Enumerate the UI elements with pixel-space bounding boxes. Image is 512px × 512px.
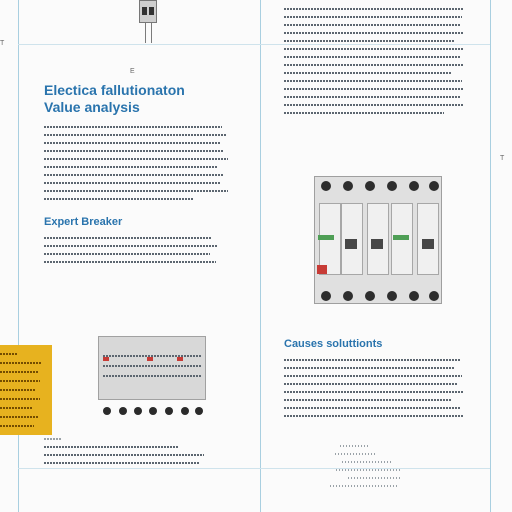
- text-line: [44, 462, 200, 464]
- small-breaker-image: [98, 336, 206, 400]
- top-left-mark: E: [130, 68, 135, 75]
- breaker-label-band: [103, 365, 201, 367]
- text-line: [284, 32, 464, 34]
- right-guide-line: [490, 0, 491, 512]
- diagram-line: [340, 445, 368, 447]
- text-line: [284, 112, 444, 114]
- breaker-label-band: [103, 375, 201, 377]
- side-right-mark: T: [500, 155, 505, 162]
- bottom-right-diagram: [330, 445, 405, 507]
- text-line: [284, 8, 464, 10]
- lower-left-text: [44, 438, 234, 464]
- text-line: [284, 40, 454, 42]
- text-line: [44, 446, 179, 448]
- text-line: [284, 359, 460, 361]
- text-line: [44, 166, 218, 168]
- text-line: [0, 425, 34, 427]
- causes-solutions-text: [284, 359, 474, 417]
- terminal-bottom: [343, 291, 353, 301]
- green-label: [318, 235, 334, 240]
- text-line: [284, 56, 460, 58]
- red-label: [177, 357, 183, 361]
- text-line: [284, 48, 464, 50]
- small-terminal: [181, 407, 189, 415]
- text-line: [284, 407, 460, 409]
- terminal-bottom: [365, 291, 375, 301]
- text-line: [44, 158, 228, 160]
- text-line: [0, 380, 40, 382]
- text-line: [44, 182, 220, 184]
- main-heading-line-2: Value analysis: [44, 99, 140, 115]
- small-terminal: [149, 407, 157, 415]
- terminal-bottom: [387, 291, 397, 301]
- text-line: [284, 383, 458, 385]
- text-line: [44, 261, 216, 263]
- small-terminal: [103, 407, 111, 415]
- text-line: [284, 64, 464, 66]
- large-breaker-image: [314, 176, 442, 304]
- left-column: [44, 0, 234, 512]
- terminal-top: [429, 181, 439, 191]
- text-line: [44, 150, 224, 152]
- terminal-top: [365, 181, 375, 191]
- diagram-line: [336, 469, 400, 471]
- text-line: [284, 399, 452, 401]
- text-line: [284, 16, 462, 18]
- text-line: [44, 253, 210, 255]
- expert-breaker-text: [44, 237, 234, 263]
- main-heading-line-1: Electica fallutionaton: [44, 82, 185, 98]
- text-line: [0, 353, 18, 355]
- text-line: [284, 375, 462, 377]
- switch-window: [371, 239, 383, 249]
- terminal-bottom: [429, 291, 439, 301]
- terminal-bottom: [321, 291, 331, 301]
- terminal-top: [321, 181, 331, 191]
- terminal-top: [343, 181, 353, 191]
- diagram-line: [335, 453, 377, 455]
- diagram-line: [330, 485, 398, 487]
- text-line: [44, 245, 218, 247]
- left-guide-line: [18, 0, 19, 512]
- right-top-text-block: [284, 8, 474, 114]
- text-line: [284, 391, 464, 393]
- switch-window: [345, 239, 357, 249]
- small-terminal: [195, 407, 203, 415]
- diagram-line: [342, 461, 392, 463]
- small-terminal: [165, 407, 173, 415]
- text-line: [0, 371, 38, 373]
- text-line: [0, 407, 32, 409]
- terminal-top: [409, 181, 419, 191]
- middle-guide-line: [260, 0, 261, 512]
- text-line: [44, 237, 212, 239]
- text-line: [284, 104, 464, 106]
- yellow-callout: [0, 345, 52, 435]
- causes-solutions-heading: Causes soluttionts: [284, 338, 383, 350]
- text-line: [44, 198, 194, 200]
- terminal-bottom: [409, 291, 419, 301]
- text-line: [44, 438, 62, 440]
- text-line: [284, 80, 462, 82]
- text-line: [0, 398, 40, 400]
- text-line: [284, 72, 452, 74]
- red-label: [317, 265, 327, 274]
- text-line: [44, 134, 226, 136]
- red-label: [147, 357, 153, 361]
- text-line: [0, 389, 36, 391]
- green-label: [393, 235, 409, 240]
- terminal-top: [387, 181, 397, 191]
- red-label: [103, 357, 109, 361]
- text-line: [0, 362, 42, 364]
- side-left-mark: T: [0, 40, 5, 47]
- text-line: [284, 88, 464, 90]
- switch-window: [422, 239, 434, 249]
- small-terminal: [119, 407, 127, 415]
- text-line: [44, 142, 220, 144]
- text-line: [44, 454, 204, 456]
- text-line: [44, 126, 222, 128]
- text-line: [284, 415, 464, 417]
- left-text-block: [44, 126, 234, 200]
- diagram-line: [348, 477, 400, 479]
- text-line: [0, 416, 38, 418]
- text-line: [284, 24, 460, 26]
- small-terminal: [134, 407, 142, 415]
- text-line: [44, 190, 228, 192]
- expert-breaker-heading: Expert Breaker: [44, 216, 123, 228]
- text-line: [284, 96, 460, 98]
- text-line: [284, 367, 454, 369]
- text-line: [44, 174, 224, 176]
